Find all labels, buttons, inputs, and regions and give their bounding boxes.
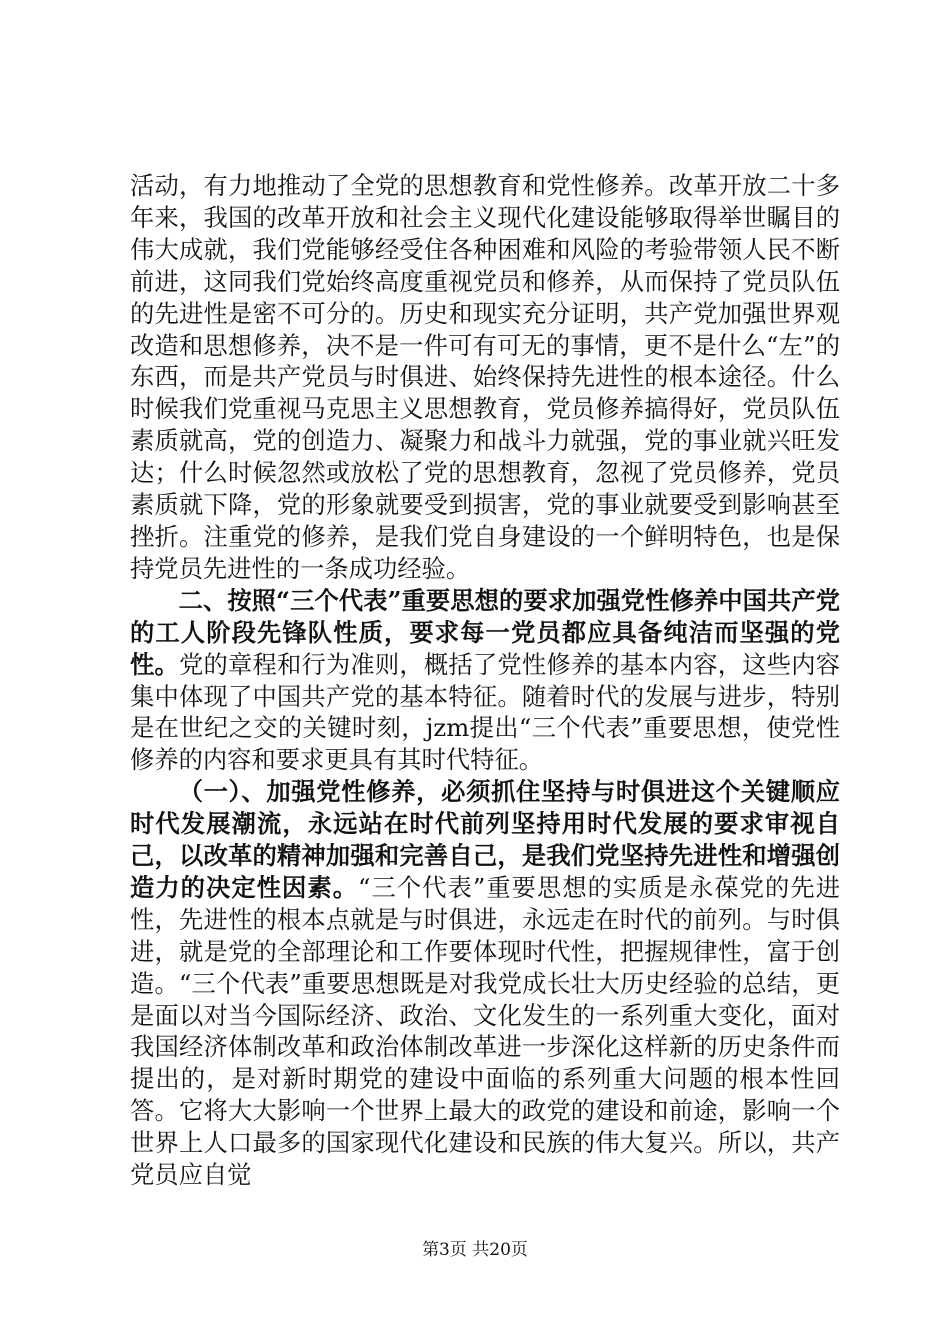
document-body xyxy=(130,170,840,1191)
paragraph-1: 活动，有力地推动了全党的思想教育和党性修养。改革开放二十多年来，我国的改革开放和社会主义现代化建设能够取得举世瞩目的伟大成就，我们党能够经受住各种困难和风险的考验带领人民不断前进，这同我们党始终高度重视党员和修养，从而保持了党员队伍的先进性是密不可分的。历史和现实充分证明，共产党加强世界观改造和思想修养，决不是一件可有可无的事情，更不是什么“左”的东西，而是共产党员与时俱进、始终保持先进性的根本途径。什么时候我们党重视马克思主义思想教育，党员修养搞得好，党员队伍素质就高，党的创造力、凝聚力和战斗力就强，党的事业就兴旺发达；什么时候忽然或放松了党的思想教育，忽视了党员修养，党员素质就下降，党的形象就要受到损害，党的事业就要受到影响甚至挫折。注重党的修养，是我们党自身建设的一个鲜明特色，也是保持党员先进性的一条成功经验。 xyxy=(130,171,840,583)
page-footer: 第3页 共20页 xyxy=(422,1240,528,1260)
section-heading-3: （一）、加强党性修养，必须抓住坚持与时俱进这个关键顺应时代发展潮流，永远站在时代前列坚持用时代发展的要求审视自己，以改革的精神加强和完善自己，是我们党坚持先进性和增强创造力的决定性因素。 xyxy=(130,777,840,902)
paragraph-3 xyxy=(130,776,840,1191)
paragraph-2-text: 党的章程和行为准则，概括了党性修养的基本内容，这些内容集中体现了中国共产党的基本特征。随着时代的发展与进步，特别是在世纪之交的关键时刻，jzm提出“三个代表”重要思想，使党性修养的内容和要求更具有其时代特征。 xyxy=(130,649,841,775)
paragraph-2 xyxy=(130,585,840,776)
paragraph-3-text: “三个代表”重要思想的实质是永葆党的先进性，先进性的根本点就是与时俱进，永远走在时代的前列。与时俱进，就是党的全部理论和工作要体现时代性，把握规律性，富于创造。“三个代表”重要思想既是对我党成长壮大历史经验的总结，更是面以对当今国际经济、政治、文化发生的一系列重大变化，面对我国经济体制改革和政治体制改革进一步深化这样新的历史条件而提出的，是对新时期党的建设中面临的系列重大问题的根本性回答。它将大大影响一个世界上最大的政党的建设和前途，影响一个世界上人口最多的国家现代化建设和民族的伟大复兴。所以，共产党员应自觉 xyxy=(130,872,841,1190)
section-heading-2: 二、按照“三个代表”重要思想的要求加强党性修养中国共产党的工人阶段先锋队性质，要求每一党员都应具备纯洁而坚强的党性。 xyxy=(130,585,840,679)
